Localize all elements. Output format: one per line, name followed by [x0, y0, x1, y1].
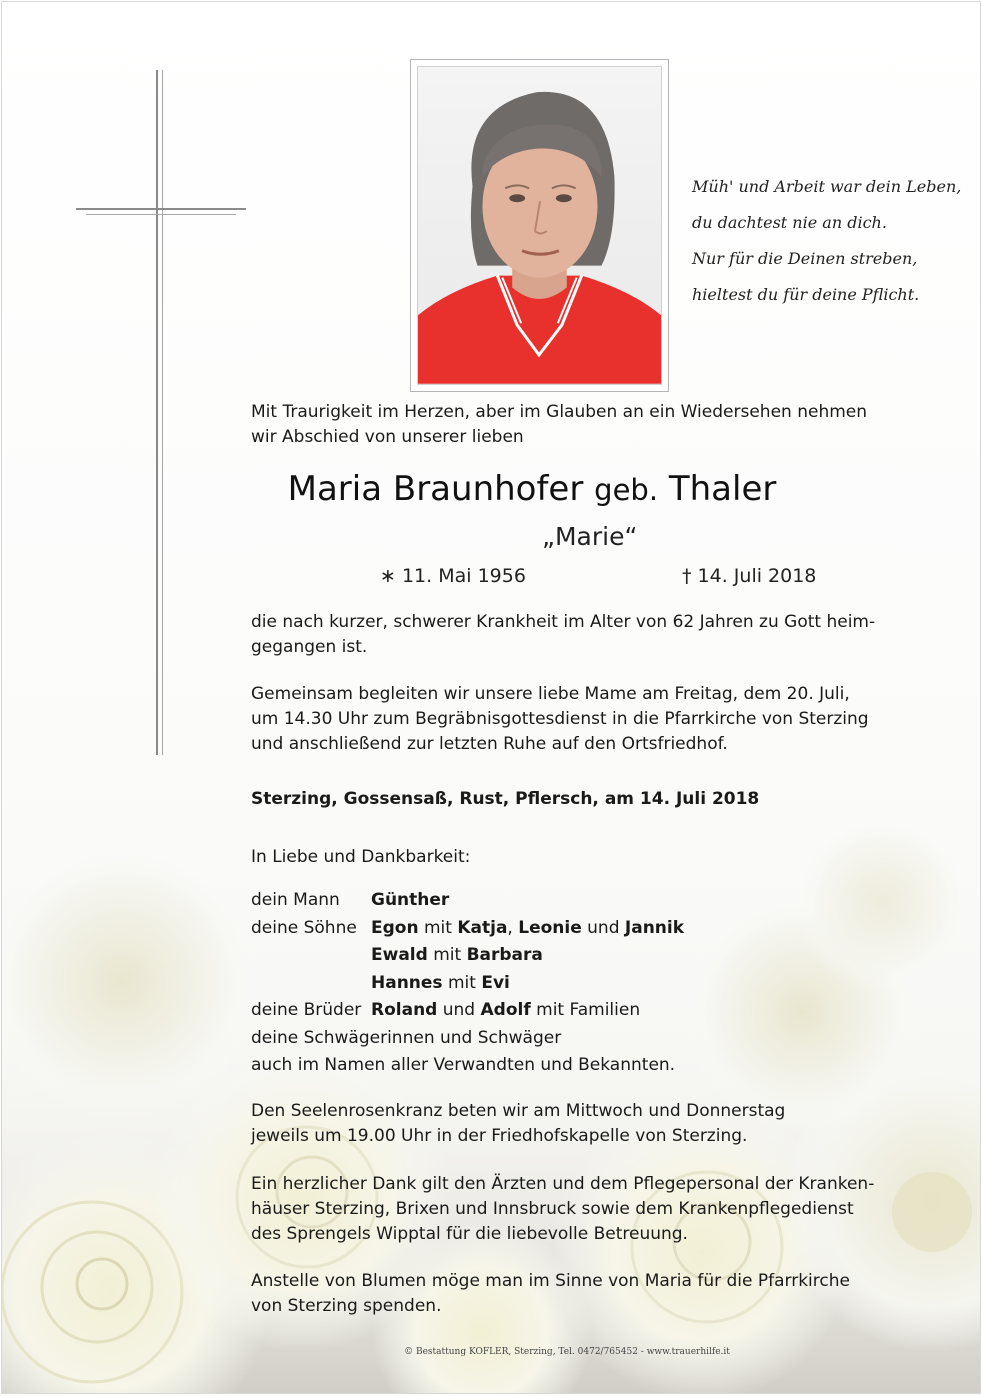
poem-line: Müh' und Arbeit war dein Leben, [692, 177, 962, 196]
family-row-brothers [251, 997, 684, 1025]
family-name: Roland [371, 1000, 438, 1020]
flowers-paragraph [251, 1269, 850, 1319]
family-row-in-laws: deine Schwägerinnen und Schwäger [251, 1027, 562, 1048]
poem-line: du dachtest nie an dich. [692, 213, 887, 232]
footer-credit: © Bestattung KOFLER, Sterzing, Tel. 0472/765452 - www.trauerhilfe.it [404, 1347, 730, 1357]
relation-label: dein Mann [251, 890, 340, 910]
poem [692, 169, 972, 313]
poem-line: hieltest du für deine Pflicht. [692, 285, 920, 304]
obituary-card [1, 1, 981, 1394]
deceased-name [2, 469, 981, 509]
connector: , [507, 917, 513, 938]
family-row-sons [251, 915, 684, 943]
poem-line: Nur für die Deinen streben, [692, 249, 918, 268]
cross-icon [76, 70, 246, 755]
paragraph-line: und anschließend zur letzten Ruhe auf den Ortsfriedhof. [251, 734, 728, 754]
paragraph-line: Gemeinsam begleiten wir unsere liebe Mame am Freitag, dem 20. Juli, [251, 684, 850, 704]
portrait-photo-frame [410, 59, 669, 392]
family-name: Günther [371, 890, 450, 910]
paragraph-line: um 14.30 Uhr zum Begräbnisgottesdienst in die Pfarrkirche von Sterzing [251, 709, 869, 729]
connector: mit [433, 945, 462, 965]
paragraph-line: Anstelle von Blumen möge man im Sinne von Maria für die Pfarrkirche [251, 1271, 850, 1291]
paragraph-line: häuser Sterzing, Brixen und Innsbruck sowie dem Krankenpflegedienst [251, 1199, 854, 1219]
family-name: Barbara [466, 945, 543, 965]
relation-label: deine Söhne [251, 917, 357, 938]
paragraph-line: Ein herzlicher Dank gilt den Ärzten und dem Pflegepersonal der Kranken- [251, 1174, 875, 1194]
relation-label: deine Brüder [251, 1000, 362, 1020]
paragraph-line: jeweils um 19.00 Uhr in der Friedhofskapelle von Sterzing. [251, 1126, 748, 1146]
birth-date [380, 565, 526, 587]
funeral-paragraph [251, 682, 869, 757]
family-row-relatives: auch im Namen aller Verwandten und Bekannten. [251, 1055, 676, 1075]
family-row-husband [251, 887, 684, 915]
portrait-photo [417, 66, 662, 385]
maiden-name: Thaler [668, 469, 777, 509]
rosary-paragraph [251, 1099, 785, 1149]
family-name: Egon [371, 917, 419, 938]
connector: und [442, 1000, 476, 1020]
family-row-son2 [251, 942, 684, 970]
family-list [251, 887, 684, 1080]
family-name: Leonie [518, 917, 582, 938]
paragraph-line: gegangen ist. [251, 637, 368, 657]
family-name: Adolf [480, 1000, 531, 1020]
birth-symbol-icon: ∗ [380, 565, 396, 587]
death-date [682, 565, 816, 587]
intro-text [251, 400, 867, 450]
family-name: Ewald [371, 945, 428, 965]
connector: mit [447, 972, 476, 993]
connector: mit [423, 917, 452, 938]
death-cross-icon: † [682, 565, 692, 587]
paragraph-line: Den Seelenrosenkranz beten wir am Mittwoch und Donnerstag [251, 1101, 786, 1121]
thanks-paragraph [251, 1172, 874, 1247]
family-name: Katja [457, 917, 508, 938]
paragraph-line: von Sterzing spenden. [251, 1296, 442, 1316]
connector: und [587, 917, 620, 938]
place-date: Sterzing, Gossensaß, Rust, Pflersch, am 14. Juli 2018 [251, 789, 760, 809]
nickname: „Marie“ [542, 522, 638, 551]
family-row-son3 [251, 970, 684, 998]
death-date-text: 14. Juli 2018 [697, 565, 817, 587]
intro-line: wir Abschied von unserer lieben [251, 427, 524, 447]
paragraph-line: des Sprengels Wipptal für die liebevolle Betreuung. [251, 1224, 688, 1244]
born-prefix: geb. [594, 473, 659, 507]
family-name: Jannik [624, 917, 685, 938]
intro-line: Mit Traurigkeit im Herzen, aber im Glauben an ein Wiedersehen nehmen [251, 402, 868, 422]
paragraph-line: die nach kurzer, schwerer Krankheit im Alter von 62 Jahren zu Gott heim- [251, 612, 876, 632]
birth-date-text: 11. Mai 1956 [401, 565, 526, 587]
connector: mit Familien [536, 1000, 641, 1020]
family-name: Hannes [371, 972, 443, 993]
gratitude-heading: In Liebe und Dankbarkeit: [251, 847, 471, 867]
full-name: Maria Braunhofer [287, 469, 584, 509]
family-name: Evi [481, 972, 510, 993]
death-paragraph [251, 610, 875, 660]
